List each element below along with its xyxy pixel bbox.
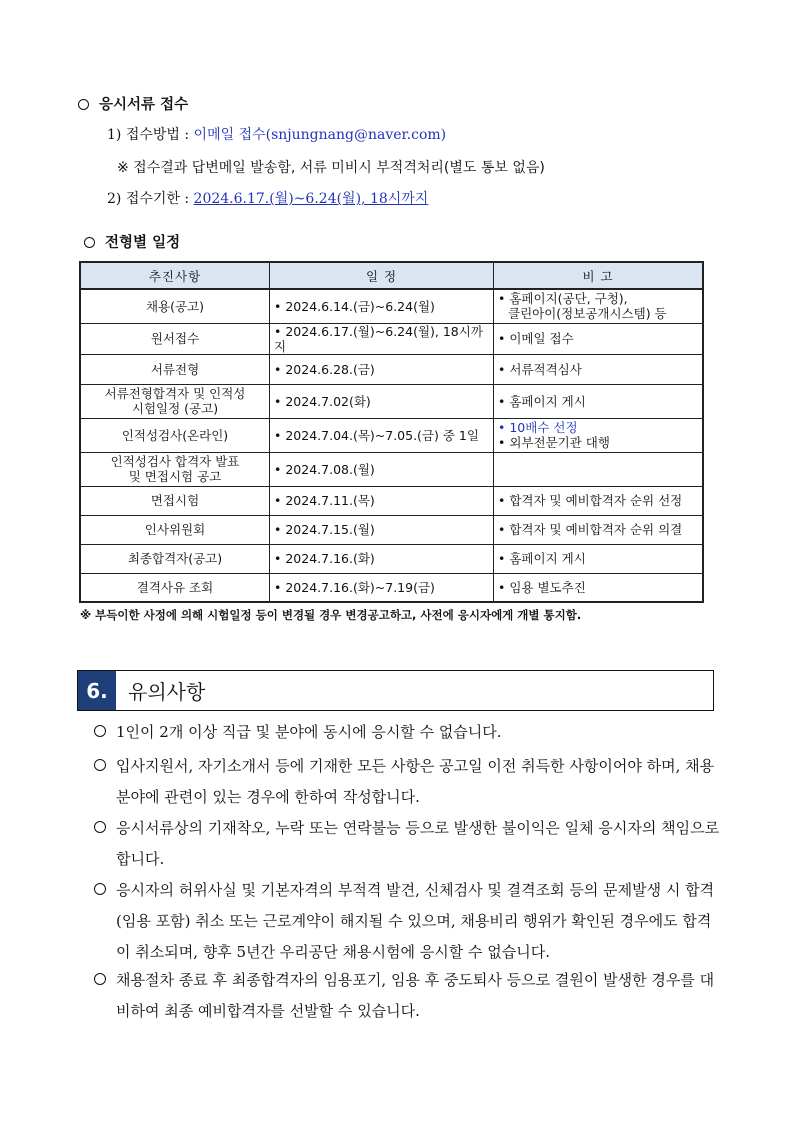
circle-bullet-icon — [84, 237, 95, 248]
table-header-row — [80, 262, 703, 289]
cell-date: • 2024.7.15.(월) — [270, 515, 494, 544]
cell-date: • 2024.7.08.(월) — [270, 452, 494, 486]
circle-bullet-icon — [94, 759, 106, 771]
table-row — [80, 573, 703, 602]
cell-date: • 2024.7.04.(목)~7.05.(금) 중 1일 — [270, 418, 494, 452]
cell-date: • 2024.7.11.(목) — [270, 486, 494, 515]
header-date: 일 정 — [270, 262, 494, 289]
cell-note: • 서류적격심사 — [494, 354, 704, 384]
method-value[interactable]: 이메일 접수(snjungnang@naver.com) — [193, 127, 447, 143]
notice-item: 응시서류상의 기재착오, 누락 또는 연락불능 등으로 발생한 불이익은 일체 응시자의 책임으로 합니다. — [94, 813, 724, 875]
cell-item: 면접시험 — [80, 486, 270, 515]
method-note: ※ 접수결과 답변메일 발송함, 서류 미비시 부적격처리(별도 통보 없음) — [117, 160, 545, 176]
cell-date: • 2024.6.14.(금)~6.24(월) — [270, 289, 494, 323]
table-row — [80, 289, 703, 323]
cell-item: 서류전형 — [80, 354, 270, 384]
table-row — [80, 544, 703, 573]
cell-note — [494, 452, 704, 486]
circle-bullet-icon — [94, 725, 106, 737]
notice-item: 응시자의 허위사실 및 기본자격의 부적격 발견, 신체검사 및 결격조회 등의 문제발생 시 합격(임용 포함) 취소 또는 근로계약이 해지될 수 있으며, 채용비리 행위가 확인된 경우에도 합격이 취소되며, 향후 5년간 우리공단 채용시험에 응시할 수 없습니다. — [94, 875, 724, 968]
cell-note: • 홈페이지(공단, 구청), 클린아이(정보공개시스템) 등 — [494, 289, 704, 323]
cell-date: • 2024.7.02(화) — [270, 384, 494, 418]
cell-item: 채용(공고) — [80, 289, 270, 323]
circle-bullet-icon — [94, 973, 106, 985]
cell-note: • 합격자 및 예비합격자 순위 의결 — [494, 515, 704, 544]
table-row — [80, 486, 703, 515]
method-label: 1) 접수방법 : — [107, 127, 190, 143]
cell-item: 인적성검사(온라인) — [80, 418, 270, 452]
cell-item: 인적성검사 합격자 발표 및 면접시험 공고 — [80, 452, 270, 486]
cell-note: • 홈페이지 게시 — [494, 384, 704, 418]
cell-date: • 2024.6.17.(월)~6.24(월), 18시까지 — [270, 323, 494, 354]
circle-bullet-icon — [94, 821, 106, 833]
receipt-period — [107, 188, 428, 208]
notice-item: 채용절차 종료 후 최종합격자의 임용포기, 임용 후 중도퇴사 등으로 결원이 발생한 경우를 대비하여 최종 예비합격자를 선발할 수 있습니다. — [94, 965, 724, 1027]
cell-note: • 임용 별도추진 — [494, 573, 704, 602]
table-row — [80, 354, 703, 384]
table-row — [80, 323, 703, 354]
receipt-method — [107, 124, 446, 144]
table-row — [80, 418, 703, 452]
notice-item: 1인이 2개 이상 직급 및 분야에 동시에 응시할 수 없습니다. — [94, 717, 724, 748]
cell-note: • 홈페이지 게시 — [494, 544, 704, 573]
section-title: 유의사항 — [128, 680, 206, 704]
schedule-table — [79, 261, 704, 603]
table-row — [80, 452, 703, 486]
notice-item: 입사지원서, 자기소개서 등에 기재한 모든 사항은 공고일 이전 취득한 사항이어야 하며, 채용분야에 관련이 있는 경우에 한하여 작성합니다. — [94, 751, 724, 813]
cell-date: • 2024.7.16.(화) — [270, 544, 494, 573]
cell-item: 인사위원회 — [80, 515, 270, 544]
header-note: 비 고 — [494, 262, 704, 289]
circle-bullet-icon — [94, 883, 106, 895]
cell-date: • 2024.6.28.(금) — [270, 354, 494, 384]
schedule-footnote: ※ 부득이한 사정에 의해 시험일정 등이 변경될 경우 변경공고하고, 사전에 응시자에게 개별 통지함. — [80, 608, 582, 622]
cell-note: • 합격자 및 예비합격자 순위 선정 — [494, 486, 704, 515]
section-number: 6. — [78, 671, 116, 710]
cell-item: 최종합격자(공고) — [80, 544, 270, 573]
table-row — [80, 515, 703, 544]
period-value: 2024.6.17.(월)~6.24(월), 18시까지 — [193, 191, 429, 207]
schedule-heading: 전형별 일정 — [84, 231, 180, 252]
cell-note: • 10배수 선정 • 외부전문기관 대행 — [494, 418, 704, 452]
circle-bullet-icon — [78, 99, 89, 110]
cell-note: • 이메일 접수 — [494, 323, 704, 354]
receipt-heading: 응시서류 접수 — [78, 93, 188, 114]
table-row — [80, 384, 703, 418]
cell-item: 결격사유 조회 — [80, 573, 270, 602]
cell-item: 서류전형합격자 및 인적성 시험일정 (공고) — [80, 384, 270, 418]
cell-date: • 2024.7.16.(화)~7.19(금) — [270, 573, 494, 602]
header-item: 추진사항 — [80, 262, 270, 289]
section-6-header — [77, 670, 714, 711]
cell-item: 원서접수 — [80, 323, 270, 354]
period-label: 2) 접수기한 : — [107, 191, 190, 207]
